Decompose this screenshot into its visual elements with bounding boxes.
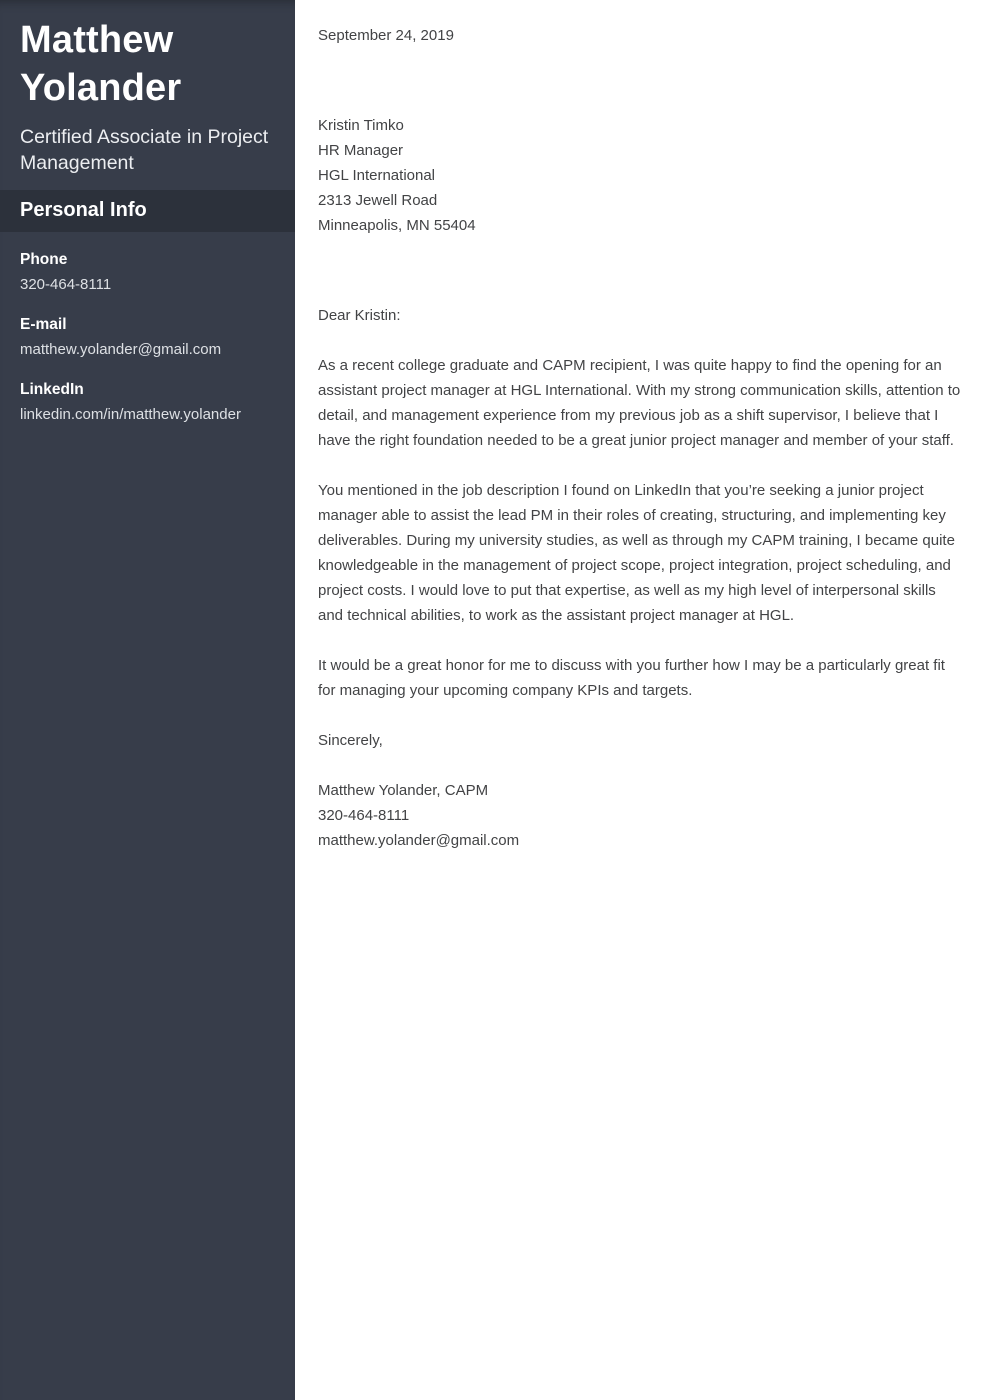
email-value: matthew.yolander@gmail.com bbox=[20, 341, 222, 358]
phone-label: Phone bbox=[20, 251, 68, 268]
paragraph-call-to-action: It would be a great honor for me to discuss with you further how I may be a particularly great fit for managing your upcoming company KPIs and targets. bbox=[318, 657, 945, 699]
candidate-job-title: Certified Associate in Project Management bbox=[20, 126, 269, 174]
closing: Sincerely, bbox=[318, 732, 383, 749]
letter-body bbox=[295, 0, 990, 1400]
contact-group-email bbox=[0, 312, 295, 362]
recipient-street: 2313 Jewell Road bbox=[318, 192, 438, 209]
recipient-city: Minneapolis, MN 55404 bbox=[318, 217, 476, 234]
signature-email: matthew.yolander@gmail.com bbox=[318, 832, 520, 849]
linkedin-value: linkedin.com/in/matthew.yolander bbox=[20, 406, 241, 423]
recipient-name: Kristin Timko bbox=[318, 117, 404, 134]
signature-phone: 320-464-8111 bbox=[318, 807, 410, 824]
paragraph-intro: As a recent college graduate and CAPM recipient, I was quite happy to find the opening for an assistant project manager at HGL International. With my strong communication skills, attention to detail, and management experience from my previous job as a shift supervisor, I believe that I have the right foundation needed to be a great junior project manager and member of your staff. bbox=[318, 357, 961, 449]
candidate-name: Matthew Yolander bbox=[20, 19, 182, 109]
paragraph-experience: You mentioned in the job description I found on LinkedIn that you’re seeking a junior project manager able to assist the lead PM in their roles of creating, structuring, and implementing key deliverables. During my university studies, as well as through my CAPM training, I became quite knowledgeable in the management of project scope, project integration, project scheduling, and project costs. I would love to put that expertise, as well as my high level of interpersonal skills and technical abilities, to work as the assistant project manager at HGL. bbox=[318, 482, 955, 624]
linkedin-label: LinkedIn bbox=[20, 381, 84, 398]
signature-name: Matthew Yolander, CAPM bbox=[318, 782, 489, 799]
phone-value: 320-464-8111 bbox=[20, 276, 112, 293]
letter-date: September 24, 2019 bbox=[318, 27, 454, 44]
contact-group-linkedin bbox=[0, 377, 295, 427]
recipient-title: HR Manager bbox=[318, 142, 404, 159]
email-label: E-mail bbox=[20, 316, 67, 333]
salutation: Dear Kristin: bbox=[318, 307, 401, 324]
recipient-block bbox=[318, 113, 962, 238]
sidebar bbox=[0, 0, 295, 1400]
signature-block bbox=[318, 778, 962, 853]
recipient-company: HGL International bbox=[318, 167, 436, 184]
personal-info-header: Personal Info bbox=[0, 190, 295, 232]
contact-group-phone bbox=[0, 247, 295, 297]
